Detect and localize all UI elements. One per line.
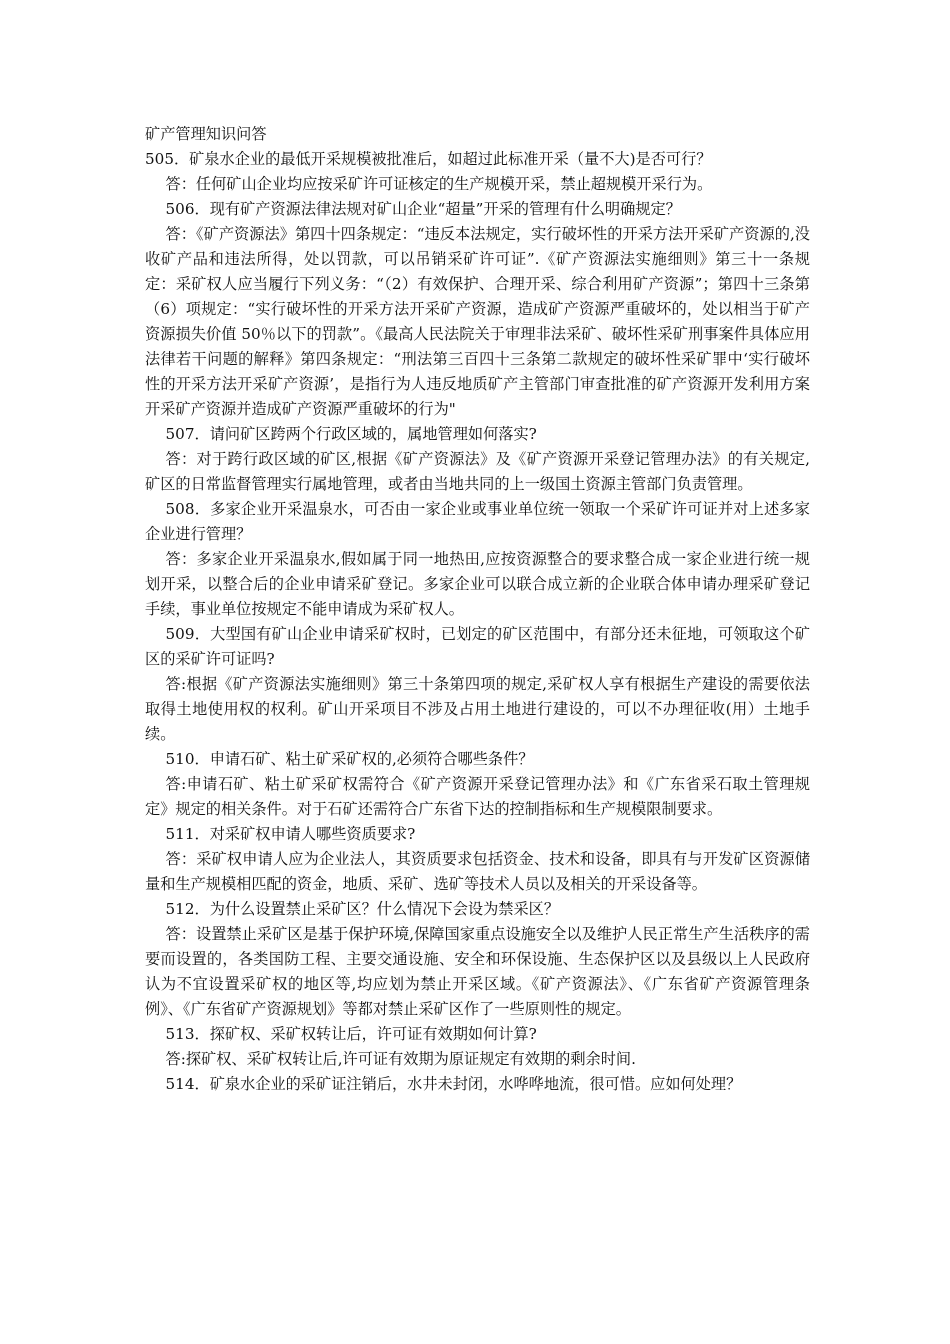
answer-505: 答：任何矿山企业均应按采矿许可证核定的生产规模开采，禁止超规模开采行为。 bbox=[165, 175, 713, 193]
answer-507: 答：对于跨行政区域的矿区,根据《矿产资源法》及《矿产资源开采登记管理办法》的有关规定,矿区的日常监督管理实行属地管理，或者由当地共同的上一级国土资源主管部门负责管理。 bbox=[145, 450, 810, 493]
question-514: 514．矿泉水企业的采矿证注销后，水井未封闭，水哗哗地流，很可惜。应如何处理？ bbox=[165, 1075, 742, 1093]
question-505: 505．矿泉水企业的最低开采规模被批准后，如超过此标准开采（量不大)是否可行？ bbox=[145, 150, 712, 168]
question-506: 506．现有矿产资源法律法规对矿山企业“超量”开采的管理有什么明确规定？ bbox=[165, 200, 681, 218]
answer-508: 答：多家企业开采温泉水,假如属于同一地热田,应按资源整合的要求整合成一家企业进行统一规划开采，以整合后的企业申请采矿登记。多家企业可以联合成立新的企业联合体申请办理采矿登记手续，事业单位按规定不能申请成为采矿权人。 bbox=[145, 550, 810, 618]
answer-512: 答：设置禁止采矿区是基于保护环境,保障国家重点设施安全以及维护人民正常生产生活秩序的需要而设置的，各类国防工程、主要交通设施、安全和环保设施、生态保护区以及县级以上人民政府认为不宜设置采矿权的地区等,均应划为禁止开采区域。《矿产资源法》、《广东省矿产资源管理条例》、《广东省矿产资源规划》等都对禁止采矿区作了一些原则性的规定。 bbox=[145, 925, 810, 1018]
document-page bbox=[145, 122, 810, 1097]
answer-513: 答:探矿权、采矿权转让后,许可证有效期为原证规定有效期的剩余时间. bbox=[165, 1050, 636, 1068]
question-512: 512．为什么设置禁止采矿区？什么情况下会设为禁采区？ bbox=[165, 900, 560, 918]
document-title: 矿产管理知识问答 bbox=[145, 125, 267, 143]
answer-510: 答:申请石矿、粘土矿采矿权需符合《矿产资源开采登记管理办法》和《广东省采石取土管理规定》规定的相关条件。对于石矿还需符合广东省下达的控制指标和生产规模限制要求。 bbox=[145, 775, 810, 818]
answer-509: 答:根据《矿产资源法实施细则》第三十条第四项的规定,采矿权人享有根据生产建设的需要依法取得土地使用权的权利。矿山开采项目不涉及占用土地进行建设的，可以不办理征收(用）土地手续。 bbox=[145, 675, 810, 743]
question-511: 511．对采矿权申请人哪些资质要求? bbox=[165, 825, 416, 843]
question-510: 510．申请石矿、粘土矿采矿权的,必须符合哪些条件？ bbox=[165, 750, 534, 768]
question-508: 508．多家企业开采温泉水，可否由一家企业或事业单位统一领取一个采矿许可证并对上述多家企业进行管理？ bbox=[145, 500, 810, 543]
answer-506: 答：《矿产资源法》第四十四条规定：“违反本法规定，实行破坏性的开采方法开采矿产资源的,没收矿产品和违法所得，处以罚款，可以吊销采矿许可证”.《矿产资源法实施细则》第三十一条规定：采矿权人应当履行下列义务：“（2）有效保护、合理开采、综合利用矿产资源”；第四十三条第（6）项规定：“实行破坏性的开采方法开采矿产资源，造成矿产资源严重破坏的，处以相当于矿产资源损失价值 50％以下的罚款”。《最高人民法院关于审理非法采矿、破坏性采矿刑事案件具体应用法律若干问题的解释》第四条规定：“刑法第三百四十三条第二款规定的破坏性采矿罪中‘实行破坏性的开采方法开采矿产资源’，是指行为人违反地质矿产主管部门审查批准的矿产资源开发利用方案开采矿产资源并造成矿产资源严重破坏的行为" bbox=[145, 225, 810, 418]
question-507: 507．请问矿区跨两个行政区域的，属地管理如何落实? bbox=[165, 425, 537, 443]
question-513: 513．探矿权、采矿权转让后，许可证有效期如何计算? bbox=[165, 1025, 537, 1043]
answer-511: 答：采矿权申请人应为企业法人，其资质要求包括资金、技术和设备，即具有与开发矿区资源储量和生产规模相匹配的资金，地质、采矿、选矿等技术人员以及相关的开采设备等。 bbox=[145, 850, 810, 893]
question-509: 509．大型国有矿山企业申请采矿权时，已划定的矿区范围中，有部分还未征地，可领取这个矿区的采矿许可证吗? bbox=[145, 625, 810, 668]
